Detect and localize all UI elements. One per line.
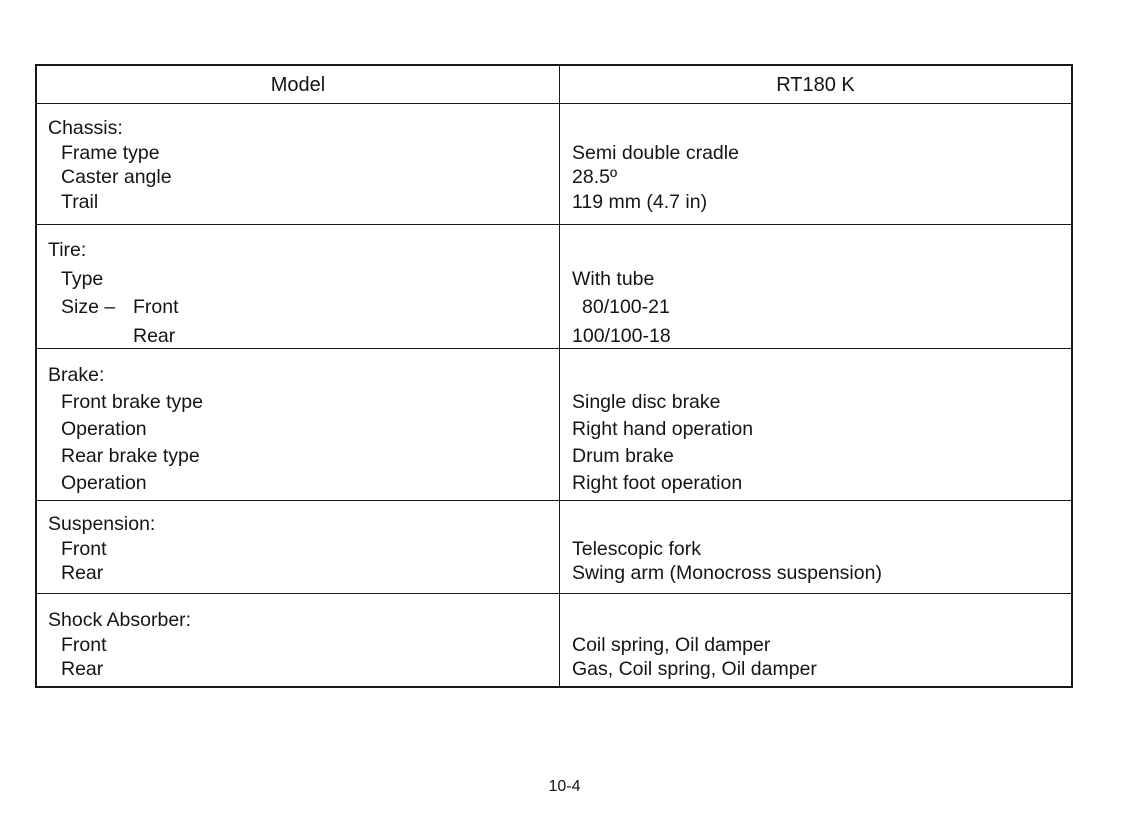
model-value-header: RT180 K [776, 74, 855, 96]
suspension-rear-label: Rear [61, 562, 104, 584]
suspension-front-label: Front [61, 537, 107, 560]
caster-angle-value: 28.5º [572, 166, 618, 188]
suspension-front-value: Telescopic fork [572, 537, 701, 560]
rear-brake-operation-label: Operation [61, 472, 147, 494]
shock-front-value: Coil spring, Oil damper [572, 633, 771, 656]
row-divider [37, 500, 1071, 501]
tire-size-label: Size – [61, 296, 116, 318]
shock-front-label: Front [61, 633, 107, 656]
spec-table [35, 64, 1073, 688]
trail-label: Trail [61, 190, 99, 213]
row-divider [37, 593, 1071, 594]
caster-angle-label: Caster angle [61, 166, 172, 188]
front-brake-type-label: Front brake type [61, 391, 203, 413]
tire-rear-label: Rear [133, 324, 176, 347]
shock-rear-label: Rear [61, 658, 104, 680]
model-header: Model [270, 74, 326, 96]
tire-front-value: 80/100-21 [582, 296, 670, 318]
front-brake-operation-label: Operation [61, 418, 147, 440]
rear-brake-operation-value: Right foot operation [572, 472, 743, 494]
tire-type-label: Type [61, 267, 104, 290]
tire-type-value: With tube [572, 267, 655, 290]
chassis-heading: Chassis: [48, 117, 123, 139]
tire-rear-value: 100/100-18 [572, 324, 671, 347]
tire-front-label: Front [133, 296, 179, 318]
page-number: 10-4 [548, 778, 581, 795]
row-divider [37, 224, 1071, 225]
rear-brake-type-value: Drum brake [572, 445, 674, 467]
suspension-heading: Suspension: [48, 513, 156, 535]
tire-heading: Tire: [48, 239, 87, 261]
tire-size-row [48, 293, 548, 322]
brake-heading: Brake: [48, 364, 105, 386]
front-brake-operation-value: Right hand operation [572, 418, 754, 440]
front-brake-type-value: Single disc brake [572, 391, 721, 413]
shock-absorber-heading: Shock Absorber: [48, 609, 192, 631]
trail-value: 119 mm (4.7 in) [572, 190, 708, 213]
rear-brake-type-label: Rear brake type [61, 445, 200, 467]
frame-type-value: Semi double cradle [572, 141, 739, 164]
suspension-rear-value: Swing arm (Monocross suspension) [572, 562, 882, 584]
shock-rear-value: Gas, Coil spring, Oil damper [572, 658, 817, 680]
frame-type-label: Frame type [61, 141, 160, 164]
